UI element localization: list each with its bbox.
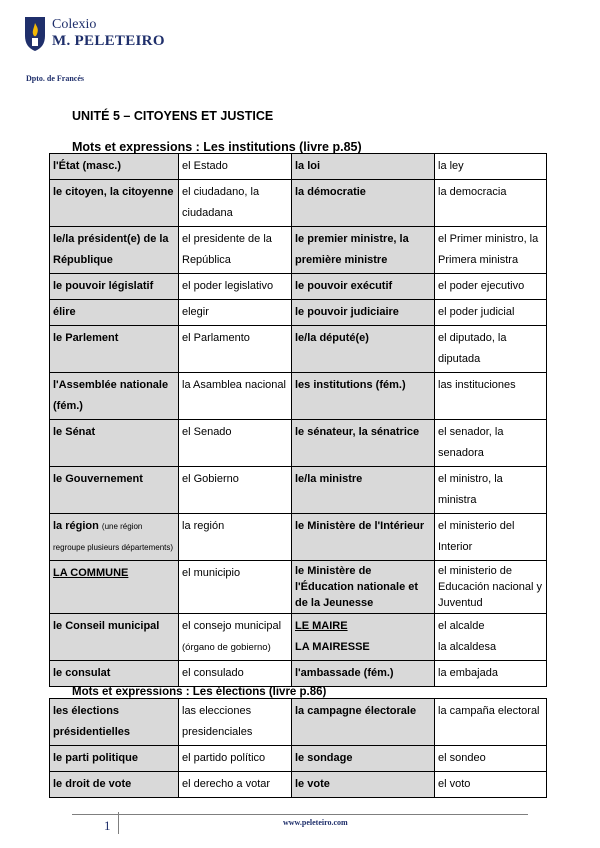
spanish-term: el ministro, la ministra [435, 467, 547, 514]
unit-title: UNITÉ 5 – CITOYENS ET JUSTICE [72, 109, 274, 123]
table-row [50, 154, 547, 180]
spanish-term: el derecho a votar [179, 772, 292, 798]
french-term: la démocratie [292, 180, 435, 227]
french-term: le droit de vote [50, 772, 179, 798]
french-term: le/la ministre [292, 467, 435, 514]
spanish-term: el diputado, la diputada [435, 326, 547, 373]
french-term-underlined: LE MAIRE [295, 620, 348, 632]
section-institutions-title: Mots et expressions : Les institutions (livre p.85) [72, 140, 362, 154]
spanish-term: el voto [435, 772, 547, 798]
french-term: le vote [292, 772, 435, 798]
french-term-line2: LA MAIRESSE [295, 641, 370, 653]
french-term: l'Assemblée nationale (fém.) [50, 373, 179, 420]
french-term-main: la région [53, 520, 99, 532]
institutions-table [49, 153, 547, 687]
school-name-line1: Colexio [52, 17, 97, 32]
table-row [50, 180, 547, 227]
spanish-term: la embajada [435, 661, 547, 687]
spanish-term-line1: el alcalde [438, 620, 485, 632]
spanish-term: la democracia [435, 180, 547, 227]
spanish-term: el Gobierno [179, 467, 292, 514]
french-term [50, 514, 179, 561]
spanish-term: el presidente de la República [179, 227, 292, 274]
spanish-term: el Primer ministro, la Primera ministra [435, 227, 547, 274]
elections-table [49, 698, 547, 798]
french-term: le citoyen, la citoyenne [50, 180, 179, 227]
spanish-term: el consulado [179, 661, 292, 687]
spanish-term: la región [179, 514, 292, 561]
spanish-term: la campaña electoral [435, 699, 547, 746]
spanish-term: el ministerio de Educación nacional y Juventud [435, 561, 547, 614]
french-term: le parti politique [50, 746, 179, 772]
table-row [50, 467, 547, 514]
french-term: l'État (masc.) [50, 154, 179, 180]
table-row [50, 227, 547, 274]
spanish-term: las elecciones presidenciales [179, 699, 292, 746]
french-term: le pouvoir législatif [50, 274, 179, 300]
spanish-term-note: (órgano de gobierno) [182, 642, 271, 653]
table-row [50, 420, 547, 467]
table-row [50, 561, 547, 614]
table-row [50, 746, 547, 772]
table-row [50, 300, 547, 326]
spanish-term [179, 614, 292, 661]
spanish-term: el Senado [179, 420, 292, 467]
french-term: les institutions (fém.) [292, 373, 435, 420]
spanish-term: la Asamblea nacional [179, 373, 292, 420]
table-row [50, 326, 547, 373]
footer-divider [72, 814, 528, 815]
spanish-term: el Parlamento [179, 326, 292, 373]
school-name-line2: M. PELETEIRO [52, 33, 165, 49]
table-row [50, 772, 547, 798]
french-term: le Parlement [50, 326, 179, 373]
spanish-term: el poder legislativo [179, 274, 292, 300]
french-term: le consulat [50, 661, 179, 687]
french-term: le sénateur, la sénatrice [292, 420, 435, 467]
department-label: Dpto. de Francés [26, 74, 84, 83]
french-term: le Sénat [50, 420, 179, 467]
spanish-term: el ministerio del Interior [435, 514, 547, 561]
spanish-term: la ley [435, 154, 547, 180]
spanish-term-main: el consejo municipal [182, 620, 282, 632]
table-row [50, 661, 547, 687]
french-term: le Gouvernement [50, 467, 179, 514]
french-term: le Conseil municipal [50, 614, 179, 661]
spanish-term: el Estado [179, 154, 292, 180]
french-term-underlined: LA COMMUNE [53, 567, 129, 579]
french-term [50, 561, 179, 614]
spanish-term: el partido político [179, 746, 292, 772]
french-term: la loi [292, 154, 435, 180]
table-row [50, 514, 547, 561]
french-term: le sondage [292, 746, 435, 772]
french-term: le/la député(e) [292, 326, 435, 373]
page-number: 1 [104, 818, 111, 833]
spanish-term: el ciudadano, la ciudadana [179, 180, 292, 227]
footer-website: www.peleteiro.com [283, 818, 348, 827]
french-term: l'ambassade (fém.) [292, 661, 435, 687]
table-row [50, 274, 547, 300]
table-row [50, 373, 547, 420]
french-term: le pouvoir exécutif [292, 274, 435, 300]
table-row [50, 699, 547, 746]
spanish-term [435, 614, 547, 661]
french-term: le Ministère de l'Éducation nationale et de la Jeunesse [292, 561, 435, 614]
spanish-term: el poder judicial [435, 300, 547, 326]
page-number-separator [118, 812, 119, 834]
french-term: les élections présidentielles [50, 699, 179, 746]
section-elections-title: Mots et expressions : Les élections (livre p.86) [72, 686, 327, 698]
french-term: élire [50, 300, 179, 326]
school-name [52, 16, 165, 50]
french-term: le pouvoir judiciaire [292, 300, 435, 326]
spanish-term: las instituciones [435, 373, 547, 420]
spanish-term: el senador, la senadora [435, 420, 547, 467]
spanish-term: el municipio [179, 561, 292, 614]
french-term: le premier ministre, la première ministre [292, 227, 435, 274]
spanish-term: el sondeo [435, 746, 547, 772]
spanish-term: elegir [179, 300, 292, 326]
french-term [292, 614, 435, 661]
french-term: le Ministère de l'Intérieur [292, 514, 435, 561]
table-row [50, 614, 547, 661]
french-term: le/la président(e) de la République [50, 227, 179, 274]
spanish-term: el poder ejecutivo [435, 274, 547, 300]
french-term: la campagne électorale [292, 699, 435, 746]
french-term-note: (une région regroupe plusieurs départements) [53, 522, 174, 552]
school-logo [24, 16, 46, 57]
spanish-term-line2: la alcaldesa [438, 641, 497, 653]
